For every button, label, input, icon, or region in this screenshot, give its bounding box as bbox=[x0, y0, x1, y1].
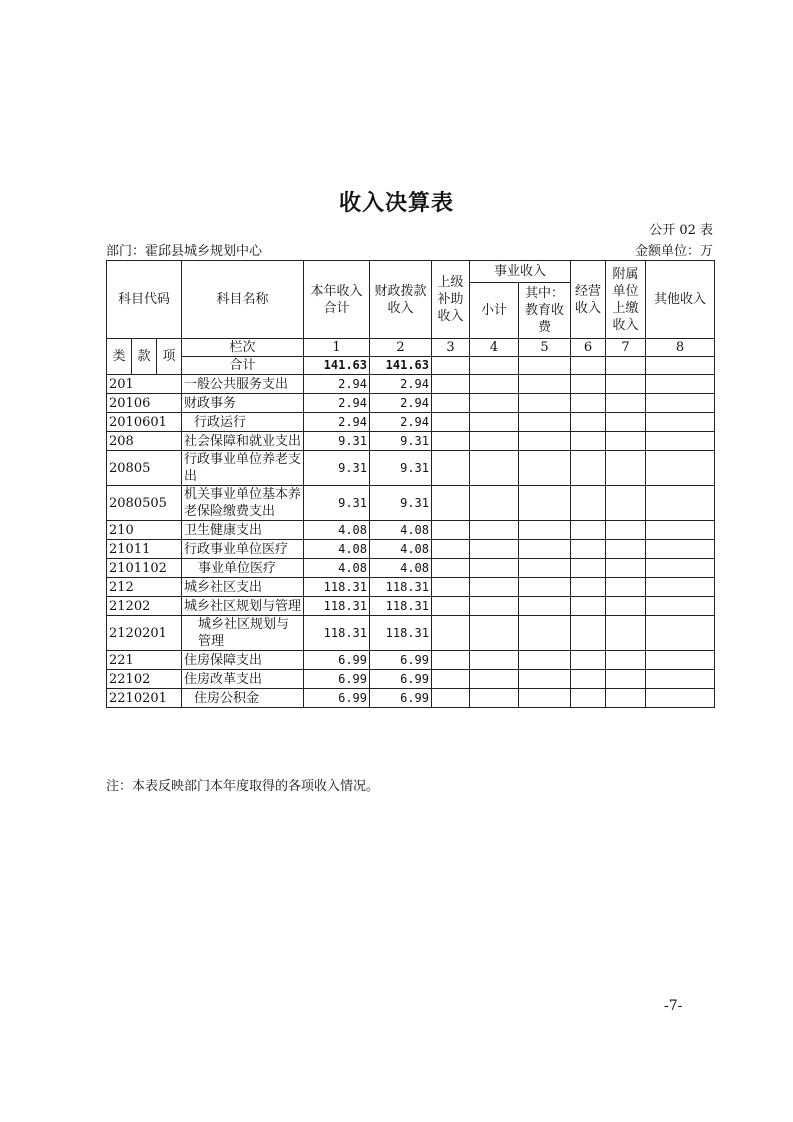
total-income-cell: 4.08 bbox=[304, 559, 370, 578]
fiscal-income-cell: 118.31 bbox=[370, 578, 432, 597]
subject-code: 20805 bbox=[107, 451, 182, 486]
subject-name: 行政事业单位医疗 bbox=[182, 540, 304, 559]
subject-code: 2210201 bbox=[107, 689, 182, 708]
header-column-index-label: 栏次 bbox=[182, 339, 304, 357]
empty-cell bbox=[432, 394, 470, 413]
empty-cell bbox=[571, 616, 606, 651]
table-row bbox=[107, 413, 715, 432]
fiscal-income-cell: 6.99 bbox=[370, 651, 432, 670]
empty-cell bbox=[432, 597, 470, 616]
fiscal-income-cell: 6.99 bbox=[370, 689, 432, 708]
empty-cell bbox=[571, 651, 606, 670]
empty-cell bbox=[519, 521, 571, 540]
empty-cell bbox=[519, 540, 571, 559]
empty-cell bbox=[519, 616, 571, 651]
table-row bbox=[107, 578, 715, 597]
empty-cell bbox=[432, 578, 470, 597]
empty-cell bbox=[646, 578, 715, 597]
total-income-cell: 4.08 bbox=[304, 540, 370, 559]
empty-cell bbox=[646, 651, 715, 670]
subject-name: 住房公积金 bbox=[182, 689, 304, 708]
column-number: 5 bbox=[519, 339, 571, 357]
total-income-cell: 4.08 bbox=[304, 521, 370, 540]
empty-cell bbox=[606, 597, 646, 616]
subject-code: 2101102 bbox=[107, 559, 182, 578]
empty-cell bbox=[571, 394, 606, 413]
table-row bbox=[107, 394, 715, 413]
empty-cell bbox=[606, 521, 646, 540]
empty-cell bbox=[606, 394, 646, 413]
empty-cell bbox=[470, 597, 519, 616]
total-income-value: 141.63 bbox=[304, 357, 370, 375]
table-body bbox=[107, 375, 715, 708]
column-number: 6 bbox=[571, 339, 606, 357]
empty-cell bbox=[606, 451, 646, 486]
empty-cell bbox=[646, 413, 715, 432]
empty-cell bbox=[646, 521, 715, 540]
empty-cell bbox=[519, 375, 571, 394]
fiscal-income-cell: 4.08 bbox=[370, 521, 432, 540]
fiscal-income-cell: 9.31 bbox=[370, 432, 432, 451]
subject-name: 行政事业单位养老支出 bbox=[182, 451, 304, 486]
income-statement-table bbox=[106, 260, 715, 708]
total-row-label: 合计 bbox=[182, 357, 304, 375]
empty-cell bbox=[470, 432, 519, 451]
fiscal-income-cell: 9.31 bbox=[370, 486, 432, 521]
empty-cell bbox=[519, 559, 571, 578]
empty-cell bbox=[470, 521, 519, 540]
department-label: 部门：霍邱县城乡规划中心 bbox=[106, 244, 263, 259]
empty-cell bbox=[606, 578, 646, 597]
column-number: 2 bbox=[370, 339, 432, 357]
empty-cell bbox=[606, 540, 646, 559]
empty-cell bbox=[571, 486, 606, 521]
total-income-cell: 2.94 bbox=[304, 394, 370, 413]
empty-cell bbox=[470, 413, 519, 432]
empty-cell bbox=[646, 597, 715, 616]
total-income-cell: 118.31 bbox=[304, 597, 370, 616]
subject-name: 卫生健康支出 bbox=[182, 521, 304, 540]
empty-cell bbox=[432, 670, 470, 689]
fiscal-income-cell: 4.08 bbox=[370, 540, 432, 559]
total-fiscal-value: 141.63 bbox=[370, 357, 432, 375]
table-row bbox=[107, 597, 715, 616]
empty-cell bbox=[571, 413, 606, 432]
subject-name: 行政运行 bbox=[182, 413, 304, 432]
total-income-cell: 6.99 bbox=[304, 670, 370, 689]
empty-cell bbox=[571, 375, 606, 394]
empty-cell bbox=[470, 375, 519, 394]
empty-cell bbox=[606, 432, 646, 451]
fiscal-income-cell: 118.31 bbox=[370, 597, 432, 616]
header-subtotal: 小计 bbox=[470, 283, 519, 339]
empty-cell bbox=[606, 616, 646, 651]
empty-cell bbox=[646, 486, 715, 521]
empty-cell bbox=[519, 432, 571, 451]
empty-cell bbox=[470, 616, 519, 651]
empty-cell bbox=[470, 578, 519, 597]
header-superior-subsidy: 上级补助收入 bbox=[432, 261, 470, 339]
subject-name: 住房保障支出 bbox=[182, 651, 304, 670]
fiscal-income-cell: 2.94 bbox=[370, 375, 432, 394]
subject-code: 210 bbox=[107, 521, 182, 540]
empty-cell bbox=[432, 559, 470, 578]
column-number: 8 bbox=[646, 339, 715, 357]
subject-code: 208 bbox=[107, 432, 182, 451]
empty-cell bbox=[606, 413, 646, 432]
table-header bbox=[107, 261, 715, 375]
total-income-cell: 9.31 bbox=[304, 486, 370, 521]
empty-cell bbox=[571, 432, 606, 451]
table-note: 注：本表反映部门本年度取得的各项收入情况。 bbox=[106, 779, 380, 794]
empty-cell bbox=[571, 451, 606, 486]
empty-cell bbox=[519, 597, 571, 616]
total-income-cell: 2.94 bbox=[304, 375, 370, 394]
empty-cell bbox=[470, 486, 519, 521]
table-row bbox=[107, 521, 715, 540]
subject-code: 2010601 bbox=[107, 413, 182, 432]
empty-cell bbox=[519, 413, 571, 432]
subject-name: 一般公共服务支出 bbox=[182, 375, 304, 394]
fiscal-income-cell: 6.99 bbox=[370, 670, 432, 689]
empty-cell bbox=[646, 616, 715, 651]
column-number: 3 bbox=[432, 339, 470, 357]
empty-cell bbox=[646, 375, 715, 394]
empty-cell bbox=[432, 413, 470, 432]
empty-cell bbox=[571, 578, 606, 597]
fiscal-income-cell: 9.31 bbox=[370, 451, 432, 486]
empty-cell bbox=[519, 486, 571, 521]
header-education-fee: 其中：教育收费 bbox=[519, 283, 571, 339]
table-row bbox=[107, 689, 715, 708]
empty-cell bbox=[470, 394, 519, 413]
subject-code: 2120201 bbox=[107, 616, 182, 651]
header-fiscal-income: 财政拨款收入 bbox=[370, 261, 432, 339]
table-row bbox=[107, 486, 715, 521]
subject-name: 城乡社区规划与管理 bbox=[182, 597, 304, 616]
table-row bbox=[107, 375, 715, 394]
empty-cell bbox=[470, 451, 519, 486]
empty-cell bbox=[470, 670, 519, 689]
empty-cell bbox=[571, 597, 606, 616]
empty-cell bbox=[432, 451, 470, 486]
table-row bbox=[107, 559, 715, 578]
header-other-income: 其他收入 bbox=[646, 261, 715, 339]
subject-name: 事业单位医疗 bbox=[182, 559, 304, 578]
empty-cell bbox=[646, 540, 715, 559]
form-number: 公开 02 表 bbox=[649, 223, 713, 238]
empty-cell bbox=[519, 451, 571, 486]
empty-cell bbox=[519, 578, 571, 597]
subject-code: 20106 bbox=[107, 394, 182, 413]
column-number: 4 bbox=[470, 339, 519, 357]
header-subject-name: 科目名称 bbox=[182, 261, 304, 339]
empty-cell bbox=[571, 670, 606, 689]
header-subject-code: 科目代码 bbox=[107, 261, 182, 339]
column-number: 7 bbox=[606, 339, 646, 357]
empty-cell bbox=[606, 559, 646, 578]
subject-code: 221 bbox=[107, 651, 182, 670]
empty-cell bbox=[519, 651, 571, 670]
subject-code: 21202 bbox=[107, 597, 182, 616]
subject-code: 21011 bbox=[107, 540, 182, 559]
subject-code: 2080505 bbox=[107, 486, 182, 521]
empty-cell bbox=[606, 375, 646, 394]
total-income-cell: 6.99 bbox=[304, 689, 370, 708]
table-row bbox=[107, 432, 715, 451]
fiscal-income-cell: 2.94 bbox=[370, 413, 432, 432]
empty-cell bbox=[606, 689, 646, 708]
fiscal-income-cell: 118.31 bbox=[370, 616, 432, 651]
header-operating-income: 经营收入 bbox=[571, 261, 606, 339]
empty-cell bbox=[646, 432, 715, 451]
empty-cell bbox=[470, 540, 519, 559]
empty-cell bbox=[606, 486, 646, 521]
table-row bbox=[107, 670, 715, 689]
empty-cell bbox=[646, 394, 715, 413]
header-kuan: 款 bbox=[132, 339, 157, 375]
total-income-cell: 6.99 bbox=[304, 651, 370, 670]
header-total-income: 本年收入合计 bbox=[304, 261, 370, 339]
empty-cell bbox=[571, 540, 606, 559]
fiscal-income-cell: 4.08 bbox=[370, 559, 432, 578]
empty-cell bbox=[432, 616, 470, 651]
empty-cell bbox=[470, 651, 519, 670]
column-number: 1 bbox=[304, 339, 370, 357]
subject-name: 城乡社区支出 bbox=[182, 578, 304, 597]
total-income-cell: 2.94 bbox=[304, 413, 370, 432]
empty-cell bbox=[646, 451, 715, 486]
header-xiang: 项 bbox=[157, 339, 182, 375]
empty-cell bbox=[571, 521, 606, 540]
table-row bbox=[107, 451, 715, 486]
page-title: 收入决算表 bbox=[338, 191, 454, 216]
empty-cell bbox=[432, 540, 470, 559]
subject-name: 社会保障和就业支出 bbox=[182, 432, 304, 451]
fiscal-income-cell: 2.94 bbox=[370, 394, 432, 413]
page-number: -7- bbox=[664, 998, 683, 1014]
empty-cell bbox=[571, 689, 606, 708]
empty-cell bbox=[432, 432, 470, 451]
empty-cell bbox=[432, 521, 470, 540]
empty-cell bbox=[519, 689, 571, 708]
total-income-cell: 9.31 bbox=[304, 432, 370, 451]
subject-name: 住房改革支出 bbox=[182, 670, 304, 689]
amount-unit-label: 金额单位：万 bbox=[634, 244, 713, 259]
table-row bbox=[107, 540, 715, 559]
empty-cell bbox=[432, 486, 470, 521]
header-business-income: 事业收入 bbox=[470, 261, 571, 283]
empty-cell bbox=[519, 394, 571, 413]
empty-cell bbox=[571, 559, 606, 578]
subject-code: 212 bbox=[107, 578, 182, 597]
header-affiliated-income: 附属单位上缴收入 bbox=[606, 261, 646, 339]
subject-name: 机关事业单位基本养老保险缴费支出 bbox=[182, 486, 304, 521]
empty-cell bbox=[646, 670, 715, 689]
empty-cell bbox=[606, 651, 646, 670]
empty-cell bbox=[519, 670, 571, 689]
empty-cell bbox=[470, 559, 519, 578]
empty-cell bbox=[606, 670, 646, 689]
header-lei: 类 bbox=[107, 339, 132, 375]
empty-cell bbox=[432, 689, 470, 708]
table-row bbox=[107, 651, 715, 670]
table-row bbox=[107, 616, 715, 651]
empty-cell bbox=[470, 689, 519, 708]
empty-cell bbox=[646, 559, 715, 578]
subject-name: 城乡社区规划与管理 bbox=[182, 616, 304, 651]
empty-cell bbox=[432, 651, 470, 670]
total-income-cell: 9.31 bbox=[304, 451, 370, 486]
total-income-cell: 118.31 bbox=[304, 578, 370, 597]
subject-code: 22102 bbox=[107, 670, 182, 689]
empty-cell bbox=[646, 689, 715, 708]
total-income-cell: 118.31 bbox=[304, 616, 370, 651]
empty-cell bbox=[432, 375, 470, 394]
subject-name: 财政事务 bbox=[182, 394, 304, 413]
subject-code: 201 bbox=[107, 375, 182, 394]
